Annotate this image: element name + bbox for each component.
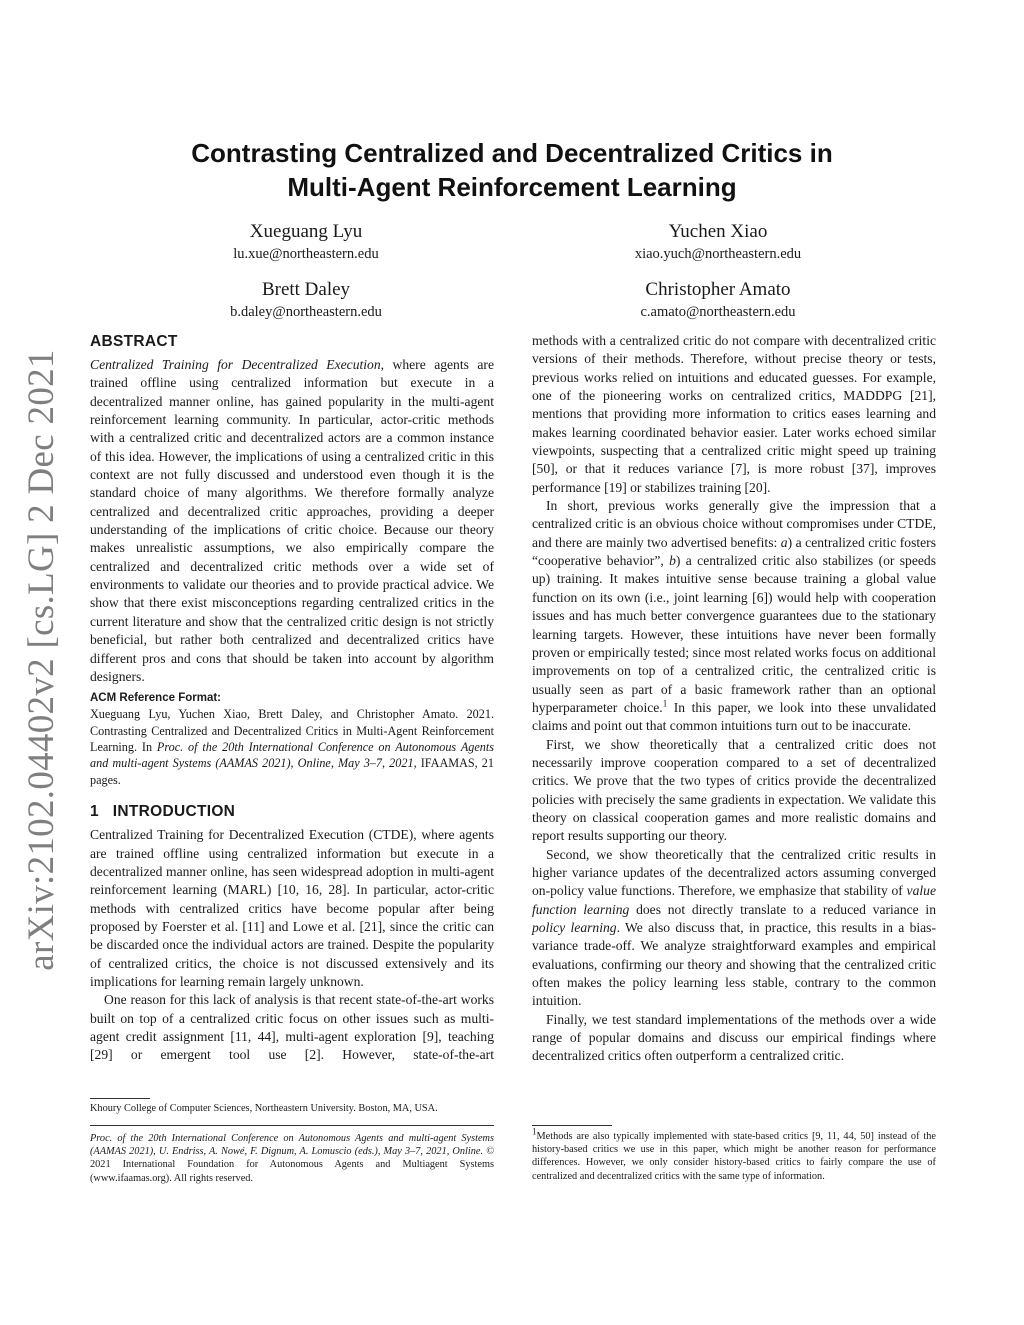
acm-reference [90, 706, 494, 788]
intro-paragraph-2: One reason for this lack of analysis is that recent state-of-the-art works built on top of a centralized critic focus on other issues such as multi-agent credit assignment [11, 44], multi-agent exploration [9], teaching [29] or emergent tool use [2]. However, state-of-the-art [90, 992, 494, 1063]
right-paragraph-3: First, we show theoretically that a centralized critic does not necessarily improve cooperation compared to a set of decentralized critics. We prove that the two types of critics provide the decentralized policies with precisely the same gradients in expectation. We validate this theory on classical cooperation games and more realistic domains and report results supporting our theory. [532, 736, 936, 844]
p2-text-a: In short, previous works generally give the impression that a centralized critic is an obvious choice without compromises under CTDE, and there are mainly two advertised benefits: [532, 498, 936, 550]
author-4 [568, 278, 868, 322]
abstract-heading: ABSTRACT [90, 333, 178, 350]
author-email: xiao.yuch@northeastern.edu [634, 246, 802, 262]
proceedings-venue: Proc. of the 20th International Conference on Autonomous Agents and multi-agent Systems (AAMAS 2021), U. Endriss, A. Nowé, F. Dignum, A. Lomuscio (eds.), May 3–7, 2021, Online. [90, 1133, 494, 1158]
p2-text-d: In this paper, we look into these unvalidated claims and point out that common intuitions turn out to be inaccurate. [532, 699, 936, 734]
p4-text-b: does not directly translate to a reduced variance in [629, 901, 937, 917]
intro-heading: 1 INTRODUCTION [90, 803, 236, 821]
author-name: Brett Daley [261, 279, 351, 300]
acm-venue: Proc. of the 20th International Conference on Autonomous Agents and multi-agent Systems (AAMAS 2021), Online, May 3–7, 2021 [90, 740, 494, 771]
abstract-lead: Centralized Training for Decentralized Execution [90, 357, 381, 372]
abstract-text [90, 356, 494, 686]
p4-text-c: . We also discuss that, in practice, this results in a bias-variance trade-off. We analyze straightforward examples and empirical evaluations, confirming our theory and showing that the centralized critic often makes the policy learning less stable, contrary to the common intuition. [532, 920, 936, 1009]
p2-text-c: ) a centralized critic also stabilizes (or speeds up) training. It makes intuitive sense because training a global value function on its own (i.e., joint learning [6]) would help with cooperation issues and has much better convergence guarantees due to the stationary learning targets. However, these intuitions have never been formally proven or empirically tested; since most related works focus on additional improvements on top of a centralized critic, the centralized critic is usually seen as part of a basic framework rather than an optional hyperparameter choice. [532, 553, 936, 715]
right-paragraph-1: methods with a centralized critic do not compare with decentralized critic versions of their methods. Therefore, without precise theory or tests, previous works relied on intuitions and educated guesses. For example, one of the pioneering works on centralized critics, MADDPG [21], mentions that providing more information to critics eases learning and makes learning coordinated behavior easier. Later works echoed similar viewpoints, suspecting that a centralized critic might speed up training [50], or that it reduces variance [7], is more robust [37], improves performance [19] or stabilizes training [20]. [532, 333, 936, 495]
acm-text-2: , IFAAMAS, 21 pages. [90, 756, 494, 787]
acm-heading: ACM Reference Format: [90, 692, 221, 705]
author-2 [568, 220, 868, 264]
paper-title [100, 136, 924, 204]
right-paragraph-4 [532, 846, 936, 1011]
p2-enum-a: a [780, 534, 788, 550]
proceedings-note [90, 1132, 494, 1185]
affiliation-footnote: Khoury College of Computer Sciences, Northeastern University. Boston, MA, USA. [90, 1103, 438, 1114]
arxiv-id: arXiv:2102.04402v2 [cs.LG] 2 Dec 2021 [21, 349, 62, 971]
author-name: Yuchen Xiao [668, 221, 768, 242]
proceedings-rule [90, 1125, 494, 1126]
intro-paragraph-1: Centralized Training for Decentralized Execution (CTDE), where agents are trained offline using centralized information but execute in a decentralized manner online, has seen widespread adoption in multi-agent reinforcement learning (MARL) [10, 16, 28]. In particular, actor-critic methods with centralized critics have become popular after being proposed by Foerster et al. [11] and Lowe et al. [21], since the critic can be discarded once the individual actors are trained. Despite the popularity of centralized critics, the choice is not discussed extensively and its implications for learning remain largely unknown. [90, 827, 494, 989]
author-name: Christopher Amato [645, 279, 791, 300]
footnote-text: Methods are also typically implemented with state-based critics [9, 11, 44, 50] instead of the history-based critics we use in this paper, which might be another reason for performance differences. However, we only consider history-based critics to fairly compare the use of centralized and decentralized critics with the same type of information. [532, 1131, 936, 1182]
affiliation-rule [90, 1098, 150, 1099]
title-line-1: Contrasting Centralized and Decentralized Critics in [191, 138, 833, 168]
acm-text-1: Xueguang Lyu, Yuchen Xiao, Brett Daley, and Christopher Amato. 2021. Contrasting Centralized and Decentralized Critics in Multi-Agent Reinforcement Learning. In [90, 707, 494, 754]
footnote-ref: 1 [662, 698, 668, 709]
title-line-2: Multi-Agent Reinforcement Learning [287, 172, 737, 202]
author-name: Xueguang Lyu [249, 221, 363, 242]
author-email: b.daley@northeastern.edu [230, 304, 382, 320]
proceedings-copyright: © 2021 International Foundation for Autonomous Agents and Multiagent Systems (www.ifaamas.org). All rights reserved. [90, 1146, 495, 1184]
abstract-body: , where agents are trained offline using centralized information but execute in a decentralized manner online, has gained popularity in the multi-agent reinforcement learning community. In particular, actor-critic methods with a centralized critic and decentralized actors are a common instance of this idea. However, the implications of using a centralized critic in this context are not fully discussed and understood even though it is the standard choice of many algorithms. We therefore formally analyze centralized and decentralized critic approaches, providing a deeper understanding of the implications of critic choice. Because our theory makes unrealistic assumptions, we also empirically compare the centralized and decentralized critic methods over a wide set of environments to validate our theories and to provide practical advice. We show that there exist misconceptions regarding centralized critics in the current literature and show that the centralized critic design is not strictly beneficial, but rather both centralized and decentralized critics have different pros and cons that should be taken into account by algorithm designers. [90, 357, 494, 684]
author-email: lu.xue@northeastern.edu [233, 246, 379, 262]
left-column [90, 332, 494, 1065]
p2-text-b: ) a centralized critic fosters “cooperative behavior”, [532, 534, 936, 569]
right-column [532, 332, 936, 1066]
footnote-rule [532, 1125, 612, 1126]
right-paragraph-5: Finally, we test standard implementations of the methods over a wide range of popular domains and discuss our empirical findings where decentralized critics often outperform a centralized critic. [532, 1011, 936, 1064]
p4-emph-1: value function learning [532, 883, 936, 917]
footnote [532, 1126, 936, 1183]
p4-text-a: Second, we show theoretically that the centralized critic results in higher variance updates of the decentralized actors assuming converged on-policy value functions. Therefore, we emphasize that stability of [532, 846, 936, 899]
p4-emph-2: policy learning [532, 920, 617, 935]
p2-enum-b: b [669, 553, 676, 569]
right-paragraph-2 [532, 497, 936, 735]
footnote-mark: 1 [532, 1126, 537, 1137]
author-1 [156, 220, 456, 264]
author-email: c.amato@northeastern.edu [640, 304, 796, 320]
author-3 [156, 278, 456, 322]
